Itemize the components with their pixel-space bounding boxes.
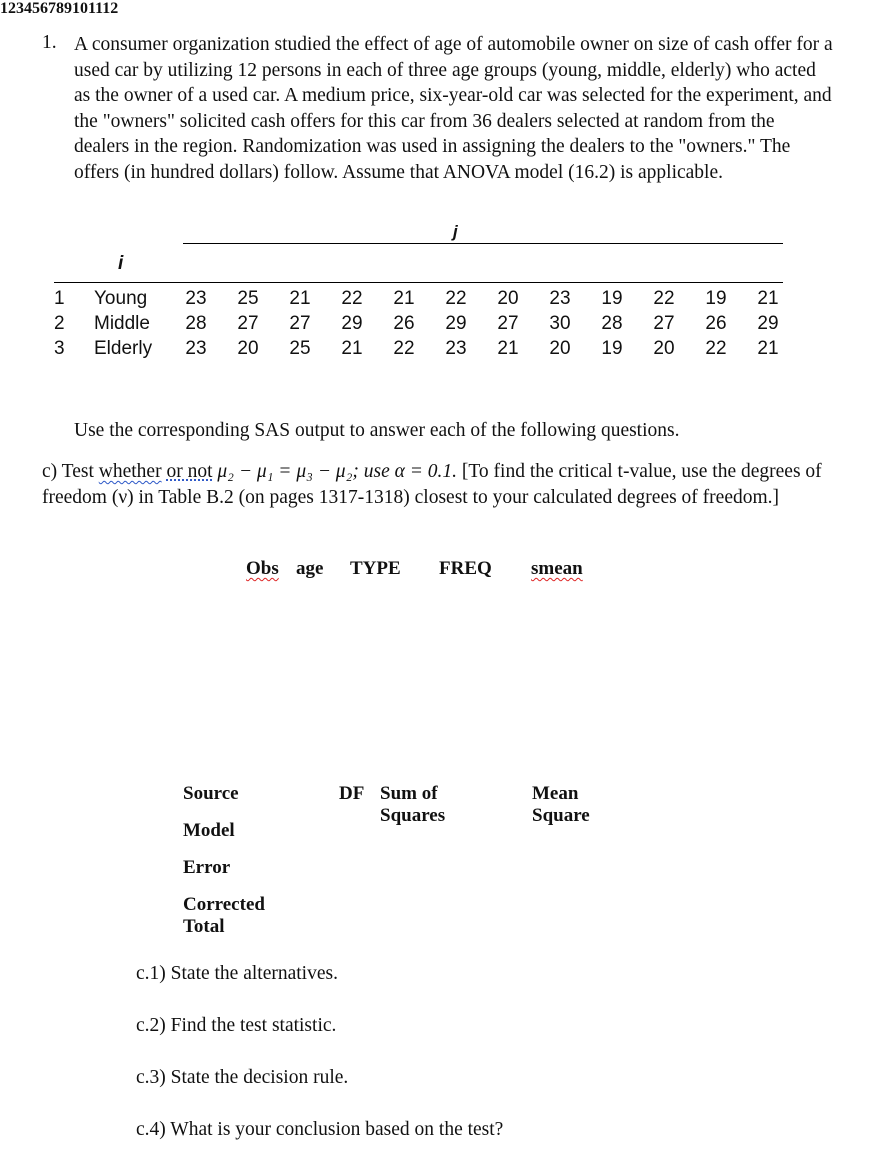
table-cell: 30 xyxy=(549,313,571,334)
table-cell: 25 xyxy=(237,288,259,309)
table-cell: 20 xyxy=(497,288,519,309)
table-cell: 23 xyxy=(185,288,207,309)
column-header: 9 xyxy=(64,0,72,17)
table-cell: 21 xyxy=(393,288,415,309)
sas-header-freq: FREQ xyxy=(439,558,492,579)
row-label: Middle xyxy=(94,313,150,334)
table-cell: 29 xyxy=(757,313,779,334)
instruction-text: Use the corresponding SAS output to answer each of the following questions. xyxy=(74,420,680,441)
row-number: 1 xyxy=(54,288,65,309)
anova-header-ms: Mean Square xyxy=(532,783,590,826)
table-cell: 26 xyxy=(393,313,415,334)
table-cell: 29 xyxy=(341,313,363,334)
table-cell: 28 xyxy=(185,313,207,334)
column-index-label: j xyxy=(453,222,458,241)
part-c-prefix: c) Test xyxy=(42,461,99,482)
table-cell: 26 xyxy=(705,313,727,334)
sas-header-smean: smean xyxy=(531,558,583,579)
row-index-label: i xyxy=(118,253,124,274)
table-cell: 22 xyxy=(393,338,415,359)
question-c1: c.1) State the alternatives. xyxy=(136,963,338,984)
column-header: 5 xyxy=(32,0,40,17)
anova-header-ss: Sum of Squares xyxy=(380,783,446,826)
table-cell: 29 xyxy=(445,313,467,334)
column-header: 3 xyxy=(16,0,24,17)
question-c4: c.4) What is your conclusion based on the test? xyxy=(136,1119,504,1140)
table-cell: 22 xyxy=(653,288,675,309)
table-cell: 20 xyxy=(237,338,259,359)
sas-header-obs: Obs xyxy=(246,558,279,579)
table-cell: 27 xyxy=(653,313,675,334)
table-cell: 22 xyxy=(341,288,363,309)
sas-header-type: TYPE xyxy=(350,558,401,579)
table-cell: 21 xyxy=(289,288,311,309)
table-cell: 28 xyxy=(601,313,623,334)
table-cell: 21 xyxy=(497,338,519,359)
table-cell: 27 xyxy=(497,313,519,334)
anova-source: Model xyxy=(183,820,235,841)
column-header: 1 xyxy=(0,0,8,17)
table-cell: 27 xyxy=(237,313,259,334)
column-header: 10 xyxy=(72,0,88,17)
column-header: 6 xyxy=(40,0,48,17)
part-c-hypothesis: μ₂ − μ₁ = μ₃ − μ₂; use α = 0.1. xyxy=(212,461,458,482)
column-header: 8 xyxy=(56,0,64,17)
table-cell: 20 xyxy=(549,338,571,359)
column-header: 2 xyxy=(8,0,16,17)
anova-source: Error xyxy=(183,857,231,878)
table-cell: 21 xyxy=(757,338,779,359)
part-c-text xyxy=(42,459,832,510)
table-cell: 22 xyxy=(705,338,727,359)
row-number: 3 xyxy=(54,338,65,359)
table-cell: 22 xyxy=(445,288,467,309)
column-header: 4 xyxy=(24,0,32,17)
anova-source: Corrected Total xyxy=(183,894,265,937)
column-header: 12 xyxy=(102,0,119,17)
column-header: 11 xyxy=(88,0,103,17)
row-label: Young xyxy=(94,288,148,309)
table-cell: 19 xyxy=(705,288,727,309)
table-cell: 27 xyxy=(289,313,311,334)
problem-number: 1. xyxy=(42,32,57,53)
row-label: Elderly xyxy=(94,338,153,359)
table-cell: 23 xyxy=(185,338,207,359)
row-number: 2 xyxy=(54,313,65,334)
problem-text: A consumer organization studied the effect of age of automobile owner on size of cash offer for a used car by utilizing 12 persons in each of three age groups (young, middle, elderly) who acted as the owner of a used car. A medium price, six-year-old car was selected for the experiment, and the "owners" solicited cash offers for this car from 36 dealers selected at random from the dealers in the region. Randomization was used in assigning the dealers to the "owners." The offers (in hundred dollars) follow. Assume that ANOVA model (16.2) is applicable. xyxy=(74,34,833,183)
table-cell: 20 xyxy=(653,338,675,359)
table-header-rule xyxy=(54,282,783,283)
column-header: 7 xyxy=(48,0,56,17)
table-cell: 25 xyxy=(289,338,311,359)
table-cell: 19 xyxy=(601,338,623,359)
anova-header-df: DF xyxy=(339,783,365,804)
table-cell: 23 xyxy=(549,288,571,309)
question-c3: c.3) State the decision rule. xyxy=(136,1067,349,1088)
question-c2: c.2) Find the test statistic. xyxy=(136,1015,337,1036)
table-cell: 23 xyxy=(445,338,467,359)
table-cell: 21 xyxy=(757,288,779,309)
part-c-word-whether: whether xyxy=(98,461,162,482)
table-top-rule xyxy=(183,243,783,244)
anova-header-source: Source xyxy=(183,783,239,804)
table-cell: 19 xyxy=(601,288,623,309)
sas-header-age: age xyxy=(296,558,324,579)
table-cell: 21 xyxy=(341,338,363,359)
part-c-word-or-not: or not xyxy=(166,461,213,482)
part-c-instructions: [To find the critical t-value, use the degrees of freedom (ν) in Table B.2 (on pages 1317-1318) closest to your calculated degrees of freedom.] xyxy=(42,461,822,508)
